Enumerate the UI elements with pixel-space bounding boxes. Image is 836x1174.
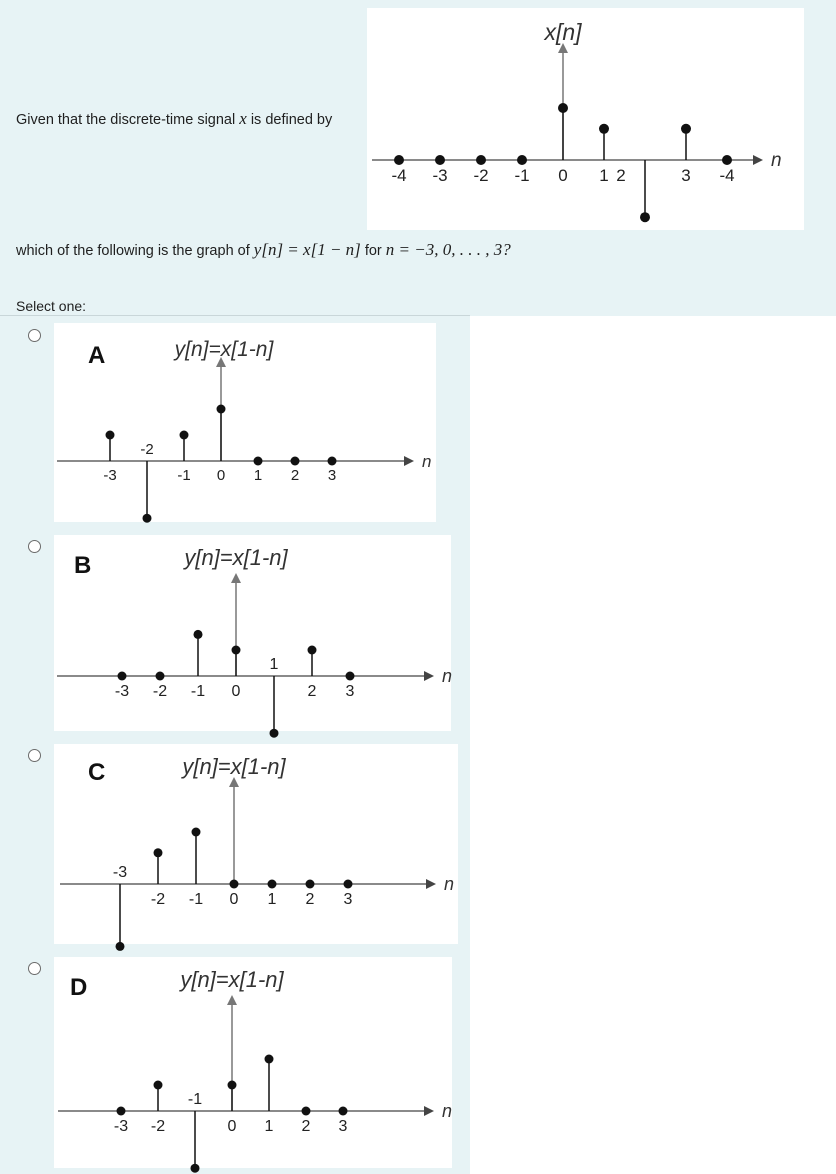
point-n0: [228, 1081, 237, 1090]
point-nm1: [191, 1164, 200, 1173]
tick-label-m2: -2: [152, 683, 168, 700]
tick-label-m3: -3: [113, 1118, 129, 1135]
chart-title: y[n]=x[1-n]: [174, 338, 274, 361]
tick-label-3: 3: [343, 891, 353, 908]
point-n2: [302, 1107, 311, 1116]
point-n2: [640, 212, 650, 222]
radio-option-b[interactable]: [28, 540, 41, 553]
tick-label-m1: -1: [514, 166, 530, 185]
tick-label-m1: -1: [188, 891, 204, 908]
y-axis-arrow: [227, 995, 237, 1005]
point-n3: [344, 880, 353, 889]
tick-label-0: 0: [229, 891, 239, 908]
axis-var-label: n: [442, 666, 453, 686]
tick-label-m3: -3: [112, 864, 128, 881]
answer-block: [0, 316, 470, 1174]
point-n0: [558, 103, 568, 113]
tick-label-m1: -1: [187, 1091, 203, 1108]
axis-var-label: n: [422, 452, 432, 471]
point-n1: [270, 729, 279, 738]
tick-label-0: 0: [558, 166, 568, 185]
chart-title: y[n]=x[1-n]: [180, 967, 284, 992]
point-n3: [346, 672, 355, 681]
point-nm1: [517, 155, 527, 165]
point-nm1: [194, 630, 203, 639]
tick-label-m2: -2: [140, 441, 154, 458]
tick-label-2: 2: [290, 467, 300, 484]
tick-label-m3: -3: [432, 166, 448, 185]
tick-label-1: 1: [253, 467, 263, 484]
question-formula: y[n] = x[1 − n]: [253, 240, 361, 259]
point-nm4: [394, 155, 404, 165]
tick-label-2: 2: [616, 166, 626, 185]
signal-x-figure: [367, 8, 804, 230]
option-letter: B: [74, 552, 92, 579]
tick-label-2: 2: [305, 891, 315, 908]
point-nm2: [476, 155, 486, 165]
option-letter: C: [88, 759, 106, 786]
tick-label-m1: -1: [177, 467, 191, 484]
axis-var-label: n: [444, 874, 455, 894]
point-nm3: [435, 155, 445, 165]
point-n0: [232, 646, 241, 655]
tick-label-m4: -4: [719, 166, 735, 185]
tick-label-3: 3: [681, 166, 691, 185]
point-n2: [291, 457, 300, 466]
tick-label-1: 1: [267, 891, 277, 908]
tick-label-0: 0: [227, 1118, 237, 1135]
radio-option-d[interactable]: [28, 962, 41, 975]
point-n1: [268, 880, 277, 889]
tick-label-1: 1: [269, 656, 279, 673]
point-n3: [328, 457, 337, 466]
question-which: [16, 240, 511, 260]
option-c-plot: [54, 744, 458, 944]
option-letter: A: [88, 342, 106, 369]
point-nm3: [117, 1107, 126, 1116]
tick-label-m3: -3: [103, 467, 117, 484]
point-nm2: [154, 1081, 163, 1090]
tick-label-0: 0: [231, 683, 241, 700]
question-block: [0, 0, 836, 316]
tick-label-m1: -1: [190, 683, 206, 700]
point-n1: [599, 124, 609, 134]
point-nm2: [154, 848, 163, 857]
point-n3: [339, 1107, 348, 1116]
axis-var-label: n: [771, 150, 782, 171]
tick-label-m2: -2: [150, 891, 166, 908]
point-nm3: [106, 431, 115, 440]
point-n1: [265, 1055, 274, 1064]
tick-label-2: 2: [307, 683, 317, 700]
point-n4: [722, 155, 732, 165]
point-nm3: [118, 672, 127, 681]
option-a-plot: [54, 323, 436, 522]
select-one-label: Select one:: [16, 298, 87, 314]
tick-label-m2: -2: [473, 166, 489, 185]
x-axis-arrow: [426, 879, 436, 889]
tick-label-m2: -2: [150, 1118, 166, 1135]
chart-title: y[n]=x[1-n]: [184, 545, 288, 570]
point-n3: [681, 124, 691, 134]
question-intro-end: is defined by: [250, 112, 333, 128]
option-d-figure[interactable]: [54, 957, 452, 1168]
question-for: for: [364, 243, 382, 259]
tick-label-3: 3: [338, 1118, 348, 1135]
point-nm1: [180, 431, 189, 440]
point-nm2: [143, 514, 152, 523]
x-axis-arrow: [404, 456, 414, 466]
point-n0: [217, 405, 226, 414]
question-range: n = −3, 0, . . . , 3?: [385, 240, 511, 259]
option-c-figure[interactable]: [54, 744, 458, 944]
y-axis-arrow: [231, 573, 241, 583]
option-a-figure[interactable]: [54, 323, 436, 522]
chart-title: x[n]: [544, 19, 582, 45]
option-b-plot: [54, 535, 451, 731]
question-which-text: which of the following is the graph of: [16, 243, 250, 259]
var-x: x: [239, 109, 247, 128]
tick-label-3: 3: [327, 467, 337, 484]
point-n2: [308, 646, 317, 655]
x-axis-arrow: [424, 1106, 434, 1116]
signal-x-plot: [367, 8, 804, 230]
tick-label-2: 2: [301, 1118, 311, 1135]
x-axis-arrow: [424, 671, 434, 681]
chart-title: y[n]=x[1-n]: [182, 754, 286, 779]
option-d-plot: [54, 957, 452, 1168]
tick-label-m3: -3: [114, 683, 130, 700]
point-n2: [306, 880, 315, 889]
point-nm1: [192, 828, 201, 837]
point-nm3: [116, 942, 125, 951]
axis-var-label: n: [442, 1101, 453, 1121]
point-n1: [254, 457, 263, 466]
tick-label-3: 3: [345, 683, 355, 700]
question-intro-text: Given that the discrete-time signal: [16, 112, 236, 128]
tick-label-m4: -4: [391, 166, 407, 185]
tick-label-1: 1: [599, 166, 609, 185]
radio-option-c[interactable]: [28, 749, 41, 762]
option-letter: D: [70, 974, 88, 1001]
radio-option-a[interactable]: [28, 329, 41, 342]
option-b-figure[interactable]: [54, 535, 451, 731]
x-axis-arrow: [753, 155, 763, 165]
tick-label-0: 0: [216, 467, 226, 484]
question-intro: [16, 109, 332, 129]
point-nm2: [156, 672, 165, 681]
point-n0: [230, 880, 239, 889]
tick-label-1: 1: [264, 1118, 274, 1135]
